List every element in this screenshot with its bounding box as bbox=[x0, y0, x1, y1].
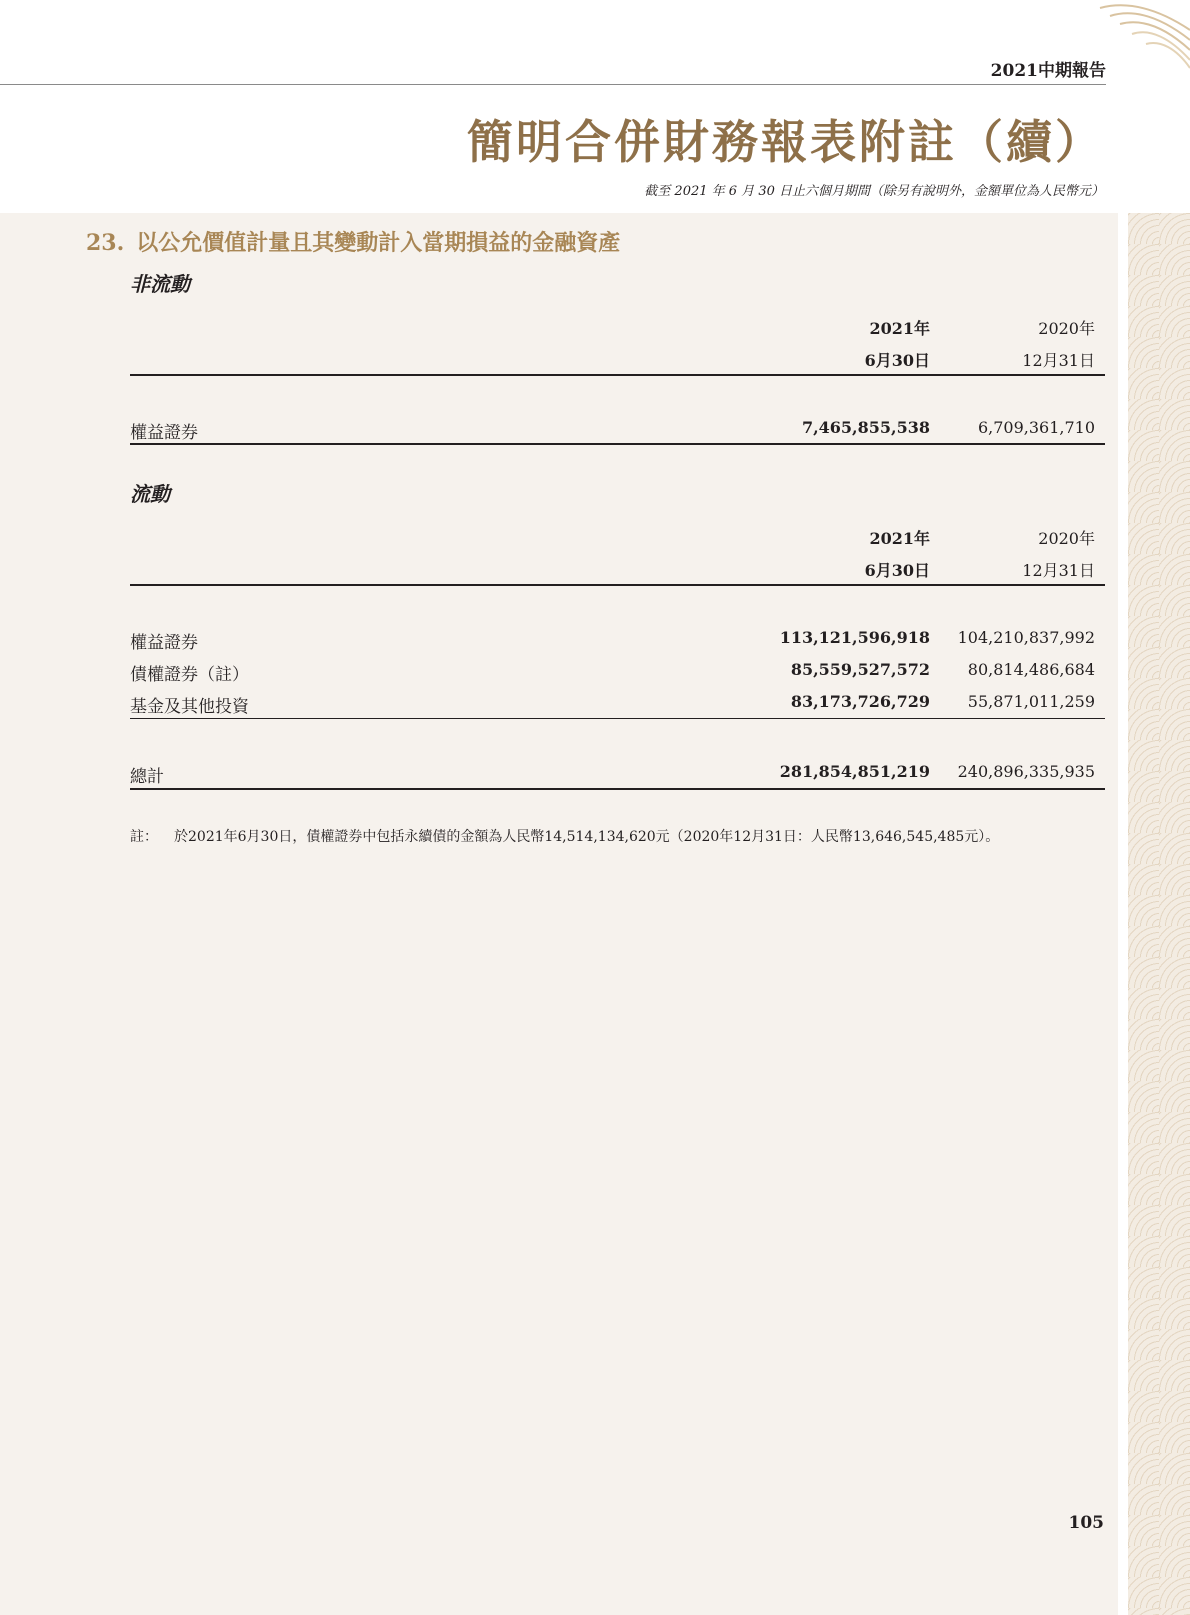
report-title: 2021中期報告 bbox=[990, 61, 1106, 81]
value-2020: 6,709,361,710 bbox=[977, 418, 1095, 437]
header-rule bbox=[130, 374, 1105, 376]
subtotal-rule bbox=[130, 718, 1105, 719]
value-2020: 55,871,011,259 bbox=[967, 692, 1095, 711]
note-heading bbox=[86, 226, 620, 257]
col-2020-date: 12月31日 bbox=[1022, 351, 1095, 370]
value-2020: 104,210,837,992 bbox=[957, 628, 1095, 647]
footnote-text: 於2021年6月30日，債權證券中包括永續債的金額為人民幣14,514,134,620元（2020年12月31日：人民幣13,646,545,485元）。 bbox=[174, 829, 1000, 845]
col-2021-date: 6月30日 bbox=[864, 351, 930, 370]
note-number: 23. bbox=[86, 230, 125, 256]
table-row bbox=[130, 622, 1105, 654]
table-row bbox=[130, 412, 1105, 444]
note-title: 以公允價值計量且其變動計入當期損益的金融資產 bbox=[136, 230, 621, 256]
page-number: 105 bbox=[1068, 1513, 1104, 1533]
col-2020-year: 2020年 bbox=[1038, 319, 1095, 338]
row-label: 權益證券 bbox=[130, 633, 198, 653]
value-2021: 113,121,596,918 bbox=[779, 628, 930, 647]
header-rule bbox=[130, 584, 1105, 586]
value-2020: 80,814,486,684 bbox=[967, 660, 1095, 679]
total-label: 總計 bbox=[130, 767, 164, 787]
current-table bbox=[130, 526, 1105, 796]
footnote bbox=[130, 826, 999, 846]
table-row bbox=[130, 654, 1105, 686]
footnote-marker: 註： bbox=[130, 829, 158, 845]
non-current-table bbox=[130, 316, 1105, 446]
col-2021-date: 6月30日 bbox=[864, 561, 930, 580]
row-label: 債權證券（註） bbox=[130, 665, 249, 685]
col-2020-date: 12月31日 bbox=[1022, 561, 1095, 580]
total-row bbox=[130, 756, 1105, 788]
col-2021-year: 2021年 bbox=[869, 529, 930, 548]
decorative-pattern-strip bbox=[1128, 213, 1190, 1615]
row-label: 基金及其他投資 bbox=[130, 697, 249, 717]
value-2021: 7,465,855,538 bbox=[801, 418, 930, 437]
row-label: 權益證券 bbox=[130, 423, 198, 443]
value-2021: 83,173,726,729 bbox=[790, 692, 930, 711]
total-2021: 281,854,851,219 bbox=[779, 762, 930, 781]
header-divider bbox=[0, 84, 1106, 85]
section-heading-current: 流動 bbox=[130, 482, 170, 506]
row-rule bbox=[130, 443, 1105, 445]
value-2021: 85,559,527,572 bbox=[790, 660, 930, 679]
section-heading-non-current: 非流動 bbox=[130, 272, 190, 296]
table-row bbox=[130, 686, 1105, 718]
total-rule bbox=[130, 788, 1105, 790]
page-subtitle: 截至 2021 年 6 月 30 日止六個月期間（除另有說明外，金額單位為人民幣元） bbox=[644, 184, 1104, 199]
col-2020-year: 2020年 bbox=[1038, 529, 1095, 548]
col-2021-year: 2021年 bbox=[869, 319, 930, 338]
page-title: 簡明合併財務報表附註（續） bbox=[467, 115, 1104, 169]
total-2020: 240,896,335,935 bbox=[957, 762, 1095, 781]
